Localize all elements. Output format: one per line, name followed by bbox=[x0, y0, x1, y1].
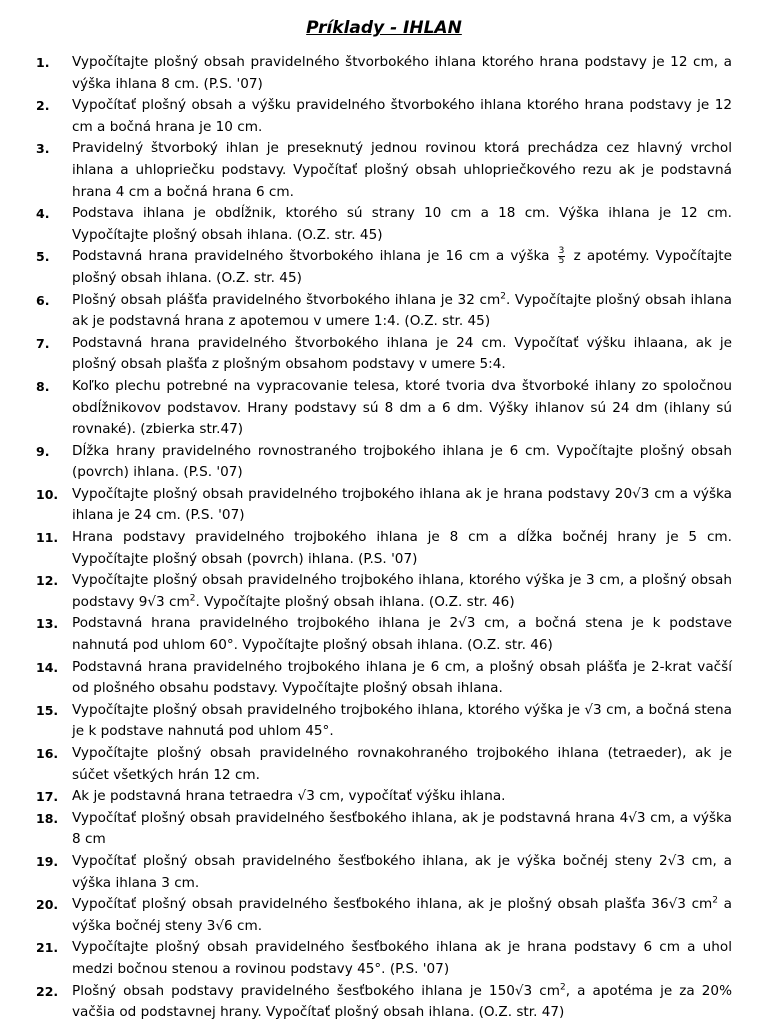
problem-number: 13. bbox=[36, 616, 59, 632]
problem-text: Vypočítajte plošný obsah pravidelného trojbokého ihlana, ktorého výška je √3 cm, a bočná stena je k podstave nahnutá pod uhlom 45°. bbox=[72, 701, 732, 740]
problem-item bbox=[36, 743, 732, 786]
superscript: 2 bbox=[712, 895, 719, 906]
problem-number: 10. bbox=[36, 486, 59, 502]
problem-text: Podstava ihlana je obdĺžnik, ktorého sú strany 10 cm a 18 cm. Výška ihlana je 12 cm. Vypočítajte plošný obsah ihlana. (O.Z. str. 45) bbox=[72, 205, 732, 243]
problem-number: 3. bbox=[36, 141, 50, 157]
problem-number: 22. bbox=[36, 983, 59, 999]
problem-text-part: Plošný obsah podstavy pravidelného šesťbokého ihlana je 150√3 cm bbox=[72, 982, 560, 999]
problem-item bbox=[36, 246, 732, 289]
problem-number: 21. bbox=[36, 940, 59, 956]
problem-text bbox=[72, 246, 732, 289]
problem-item bbox=[36, 786, 732, 808]
problem-item bbox=[36, 700, 732, 743]
fraction-numerator: 3 bbox=[558, 245, 565, 256]
problem-text: Podstavná hrana pravidelného trojbokého ihlana je 6 cm, a plošný obsah plášťa je 2-krat vačší od plošného obsahu podstavy. Vypočítajte plošný obsah ihlana. bbox=[72, 658, 732, 697]
problem-number: 14. bbox=[36, 659, 59, 675]
problem-item bbox=[36, 95, 732, 138]
problem-text bbox=[72, 894, 732, 937]
problem-number: 6. bbox=[36, 292, 50, 308]
page-title: Príklady - IHLAN bbox=[306, 18, 462, 38]
problem-item bbox=[36, 376, 732, 441]
problem-list bbox=[36, 52, 732, 1024]
problem-text-part: Podstavná hrana pravidelného štvorbokého ihlana je 16 cm a výška bbox=[72, 248, 550, 265]
problem-text: Podstavná hrana pravidelného trojbokého ihlana je 2√3 cm, a bočná stena je k podstave nahnutá pod uhlom 60°. Vypočítajte plošný obsah ihlana. (O.Z. str. 46) bbox=[72, 615, 732, 654]
problem-text-part: . Vypočítajte plošný obsah ihlana ak je podstavná hrana z apotemou v umere 1:4. (O.Z. str. 45) bbox=[72, 291, 733, 330]
problem-text-part: a výška bočnéj steny 3√6 cm. bbox=[72, 896, 732, 934]
problem-number: 15. bbox=[36, 702, 59, 718]
problem-item bbox=[36, 613, 732, 656]
problem-item bbox=[36, 894, 732, 937]
problem-text: Vypočítajte plošný obsah pravidelného štvorbokého ihlana ktorého hrana podstavy je 12 cm, a výška ihlana 8 cm. (P.S. '07) bbox=[72, 54, 732, 92]
problem-text-part: , a apotéma je za 20% vačšia od podstavnej hrany. Vypočítať plošný obsah ihlana. (O.Z. str. 47) bbox=[72, 982, 732, 1021]
problem-item bbox=[36, 138, 732, 203]
problem-text-part: Plošný obsah plášťa pravidelného štvorbokého ihlana je 32 cm bbox=[72, 291, 501, 308]
problem-item bbox=[36, 657, 732, 700]
problem-item bbox=[36, 203, 732, 246]
problem-number: 1. bbox=[36, 55, 50, 70]
problem-text-part: Vypočítať plošný obsah pravidelného šesťbokého ihlana, ak je plošný obsah plašťa 36√3 cm bbox=[72, 896, 713, 913]
problem-text: Vypočítať plošný obsah pravidelného šesťbokého ihlana, ak je podstavná hrana 4√3 cm, a výška 8 cm bbox=[72, 809, 732, 848]
problem-text bbox=[72, 570, 732, 613]
problem-number: 20. bbox=[36, 897, 59, 913]
superscript: 2 bbox=[500, 291, 506, 301]
problem-item bbox=[36, 570, 732, 613]
problem-text: Ak je podstavná hrana tetraedra √3 cm, vypočítať výšku ihlana. bbox=[72, 788, 506, 805]
problem-text-part: z apotémy. Vypočítajte plošný obsah ihlana. (O.Z. str. 45) bbox=[72, 248, 732, 286]
fraction-denominator: 5 bbox=[558, 255, 565, 266]
problem-text: Vypočítajte plošný obsah pravidelného šesťbokého ihlana ak je hrana podstavy 6 cm a uhol medzi bočnou stenou a rovinou podstavy 45°. (P.S. '07) bbox=[72, 939, 732, 977]
problem-text: Dĺžka hrany pravidelného rovnostraného trojbokého ihlana je 6 cm. Vypočítajte plošný obsah (povrch) ihlana. (P.S. '07) bbox=[72, 442, 732, 481]
problem-number: 19. bbox=[36, 853, 59, 869]
problem-number: 16. bbox=[36, 746, 59, 761]
problem-item bbox=[36, 290, 732, 333]
problem-number: 17. bbox=[36, 789, 59, 805]
problem-number: 11. bbox=[36, 530, 59, 546]
problem-number: 9. bbox=[36, 443, 50, 459]
problem-item bbox=[36, 851, 732, 894]
problem-text: Podstavná hrana pravidelného štvorbokého ihlana je 24 cm. Vypočítať výšku ihlaana, ak je plošný obsah plašťa z plošným obsahom podstavy v umere 5:4. bbox=[72, 334, 732, 373]
problem-text: Vypočítajte plošný obsah pravidelného trojbokého ihlana ak je hrana podstavy 20√3 cm a výška ihlana je 24 cm. (P.S. '07) bbox=[72, 485, 732, 524]
problem-number: 5. bbox=[36, 249, 50, 265]
problem-item bbox=[36, 52, 732, 95]
problem-item bbox=[36, 441, 732, 484]
problem-text: Hrana podstavy pravidelného trojbokého ihlana je 8 cm a dĺžka bočnéj hrany je 5 cm. Vypočítajte plošný obsah (povrch) ihlana. (P.S. '07) bbox=[72, 529, 732, 567]
problem-text: Koľko plechu potrebné na vypracovanie telesa, ktoré tvoria dva štvorboké ihlany zo spoločnou obdĺžnikovov podstavov. Hrany podstavy sú 8 dm a 6 dm. Výšky ihlanov sú 24 dm (ihlany sú rovnaké). (zbierka str.47) bbox=[72, 377, 732, 438]
problem-text bbox=[72, 290, 732, 333]
problem-item bbox=[36, 808, 732, 851]
problem-item bbox=[36, 981, 732, 1024]
problem-number: 2. bbox=[36, 98, 50, 114]
problem-text: Vypočítajte plošný obsah pravidelného rovnakohraného trojbokého ihlana (tetraeder), ak je súčet všetkých hrán 12 cm. bbox=[72, 745, 732, 783]
problem-item bbox=[36, 937, 732, 980]
problem-number: 18. bbox=[36, 810, 59, 826]
problem-text: Vypočítať plošný obsah a výšku pravidelného štvorbokého ihlana ktorého hrana podstavy je 12 cm a bočná hrana je 10 cm. bbox=[72, 97, 732, 135]
problem-number: 4. bbox=[36, 206, 50, 222]
problem-text: Pravidelný štvorboký ihlan je preseknutý jednou rovinou ktorá prechádza cez hlavný vrchol ihlana a uhlopriečku podstavy. Vypočítať plošný obsah uhlopriečkového rezu ak je podstavná hrana 4 cm a bočná hrana 6 cm. bbox=[72, 140, 732, 200]
superscript: 2 bbox=[559, 982, 566, 992]
problem-number: 12. bbox=[36, 573, 59, 589]
superscript: 2 bbox=[189, 593, 196, 604]
problem-item bbox=[36, 527, 732, 570]
problem-item bbox=[36, 333, 732, 376]
problem-number: 8. bbox=[36, 378, 50, 394]
fraction bbox=[558, 247, 566, 266]
problem-text: Vypočítať plošný obsah pravidelného šesťbokého ihlana, ak je výška bočnéj steny 2√3 cm, a výška ihlana 3 cm. bbox=[72, 852, 732, 891]
problem-text-part: Vypočítajte plošný obsah pravidelného trojbokého ihlana, ktorého výška je 3 cm, a plošný obsah podstavy 9√3 cm bbox=[72, 572, 732, 610]
problem-text-part: . Vypočítajte plošný obsah ihlana. (O.Z. str. 46) bbox=[195, 593, 515, 610]
problem-item bbox=[36, 484, 732, 527]
problem-text bbox=[72, 981, 732, 1024]
problem-number: 7. bbox=[36, 335, 50, 351]
